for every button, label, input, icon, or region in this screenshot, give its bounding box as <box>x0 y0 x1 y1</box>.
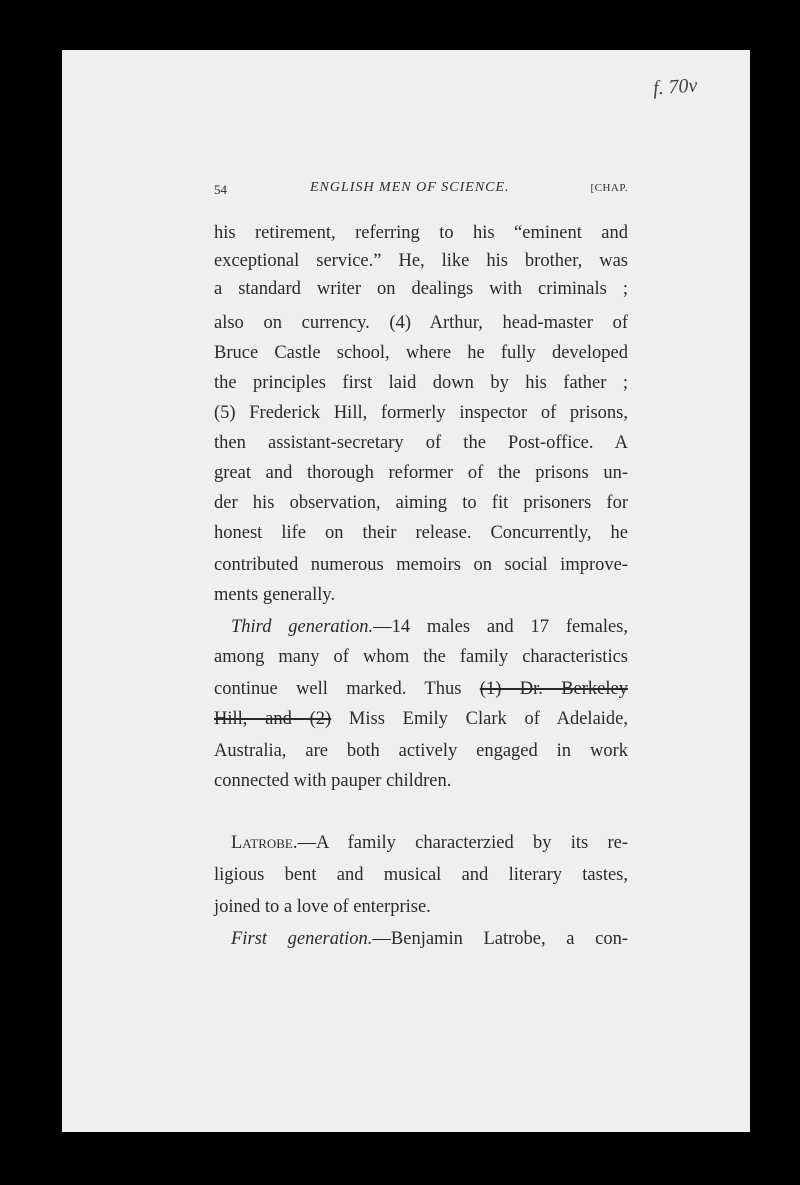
text-line <box>231 830 628 856</box>
text-line: honest life on their release. Concurrently, he <box>214 523 628 543</box>
page-number: 54 <box>214 182 227 197</box>
text-line: Bruce Castle school, where he fully developed <box>214 343 628 363</box>
text-span: —Benjamin Latrobe, a con- <box>372 929 628 949</box>
folio-annotation: f. 70v <box>652 74 699 100</box>
text-line <box>231 926 628 952</box>
text-line: connected with pauper children. <box>214 771 452 791</box>
text-line: among many of whom the family characteristics <box>214 647 628 667</box>
text-line: (5) Frederick Hill, formerly inspector of prisons, <box>214 403 628 423</box>
text-line: the principles first laid down by his father ; <box>214 373 628 393</box>
text-line: ligious bent and musical and literary tastes, <box>214 865 628 885</box>
text-line: joined to a love of enterprise. <box>214 897 431 917</box>
text-span: Miss Emily Clark of Adelaide, <box>331 709 629 729</box>
text-line: great and thorough reformer of the prisons un- <box>214 463 628 483</box>
text-line: then assistant-secretary of the Post-office. A <box>214 433 628 453</box>
text-line: a standard writer on dealings with criminals ; <box>214 279 628 299</box>
text-line <box>231 614 628 640</box>
text-span: continue well marked. Thus <box>214 679 480 699</box>
running-title: ENGLISH MEN OF SCIENCE. <box>310 180 510 195</box>
text-line: ments generally. <box>214 585 336 605</box>
text-line: Australia, are both actively engaged in work <box>214 741 628 761</box>
struck-text: Hill, and (2) <box>214 709 332 729</box>
chapter-marker: [CHAP. <box>590 182 628 194</box>
text-line: exceptional service.” He, like his brother, was <box>214 251 628 271</box>
text-line: also on currency. (4) Arthur, head-master of <box>214 313 628 333</box>
running-head <box>214 180 628 202</box>
text-span: —14 males and 17 females, <box>373 617 629 637</box>
struck-text: (1) Dr. Berkeley <box>479 679 628 699</box>
family-name: Latrobe. <box>231 833 298 853</box>
section-heading: Third generation. <box>231 617 374 637</box>
text-line <box>214 676 628 702</box>
text-line: contributed numerous memoirs on social improve- <box>214 555 628 575</box>
text-line: der his observation, aiming to fit prisoners for <box>214 493 628 513</box>
text-line <box>214 706 628 732</box>
text-line: his retirement, referring to his “eminent and <box>214 223 628 243</box>
text-span: —A family characterzied by its re- <box>297 833 628 853</box>
section-heading: First generation. <box>231 929 373 949</box>
